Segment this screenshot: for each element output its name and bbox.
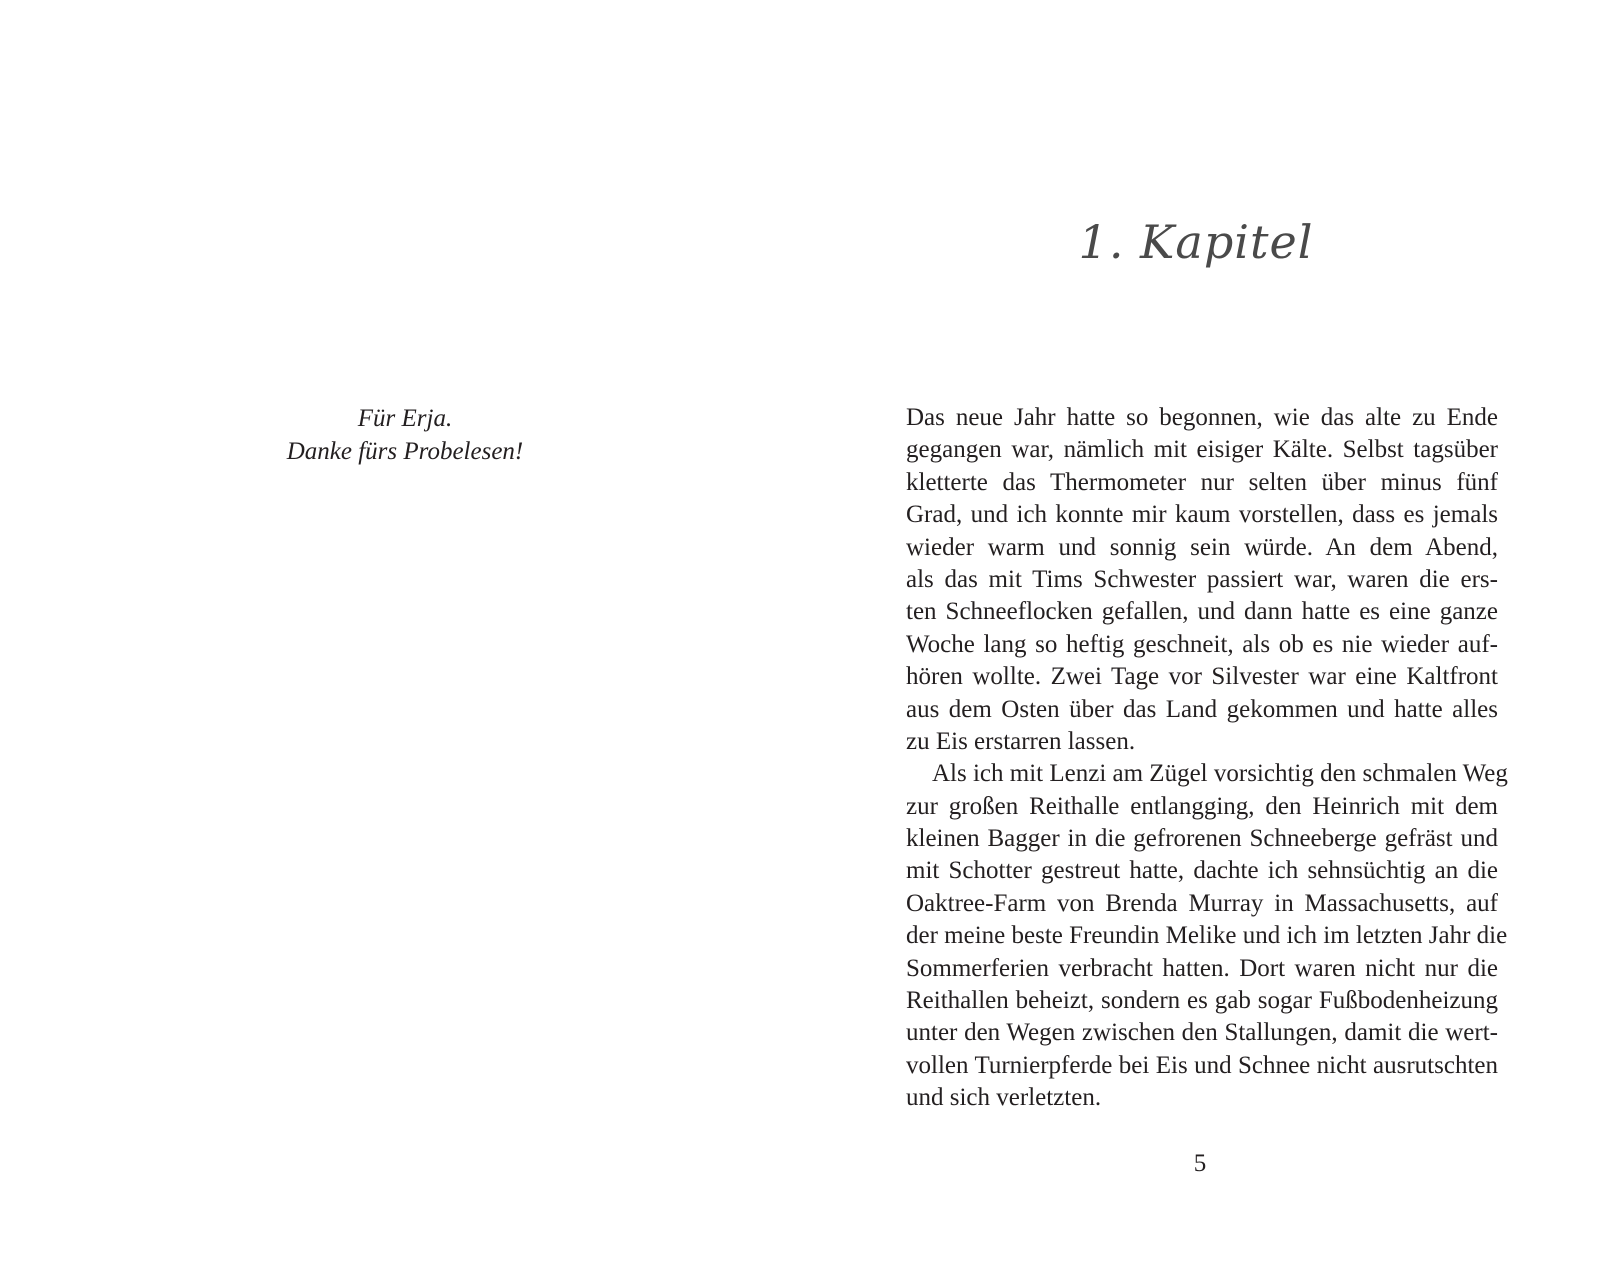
text-line: zu Eis erstarren lassen. — [906, 727, 1136, 755]
text-line: Das neue Jahr hatte so begonnen, wie das alte zu Ende — [906, 404, 1498, 431]
text-line: kleinen Bagger in die gefrorenen Schneeberge gefräst und — [906, 825, 1498, 853]
paragraph — [906, 402, 1498, 758]
text-line: und sich verletzten. — [906, 1084, 1102, 1112]
text-line: Als ich mit Lenzi am Zügel vorsichtig den schmalen Weg — [932, 760, 1508, 788]
text-line: Oaktree-Farm von Brenda Murray in Massachusetts, auf — [906, 889, 1498, 917]
paragraph — [906, 758, 1508, 1114]
text-line: aus dem Osten über das Land gekommen und hatte alles — [906, 695, 1498, 723]
text-line: unter den Wegen zwischen den Stallungen, damit die wert- — [906, 1019, 1498, 1047]
text-line: als das mit Tims Schwester passiert war, waren die ers- — [906, 565, 1498, 593]
text-line: kletterte das Thermometer nur selten über minus fünf — [906, 468, 1498, 496]
chapter-title: 1. Kapitel — [1078, 215, 1314, 269]
text-line: hören wollte. Zwei Tage vor Silvester war eine Kaltfront — [906, 663, 1498, 691]
text-line: Grad, und ich konnte mir kaum vorstellen, dass es jemals — [906, 501, 1498, 529]
text-line: ten Schneeflocken gefallen, und dann hatte es eine ganze — [906, 598, 1498, 626]
dedication-line: Für Erja. — [357, 405, 453, 432]
chapter-body-text — [906, 402, 1508, 1115]
text-line: der meine beste Freundin Melike und ich im letzten Jahr die — [906, 922, 1508, 950]
text-line: mit Schotter gestreut hatte, dachte ich sehnsüchtig an die — [906, 857, 1498, 885]
right-page — [800, 0, 1600, 1274]
dedication — [230, 402, 580, 468]
text-line: wieder warm und sonnig sein würde. An dem Abend, — [906, 533, 1498, 561]
text-line: vollen Turnierpferde bei Eis und Schnee nicht ausrutschten — [906, 1051, 1498, 1079]
text-line: zur großen Reithalle entlangging, den Heinrich mit dem — [906, 792, 1498, 820]
dedication-line: Danke fürs Probelesen! — [286, 438, 524, 465]
text-line: gegangen war, nämlich mit eisiger Kälte. Selbst tagsüber — [906, 436, 1498, 464]
page-number: 5 — [1193, 1150, 1207, 1177]
text-line: Sommerferien verbracht hatten. Dort waren nicht nur die — [906, 954, 1498, 982]
text-line: Woche lang so heftig geschneit, als ob es nie wieder auf- — [906, 630, 1498, 658]
text-line: Reithallen beheizt, sondern es gab sogar Fußbodenheizung — [906, 987, 1498, 1015]
